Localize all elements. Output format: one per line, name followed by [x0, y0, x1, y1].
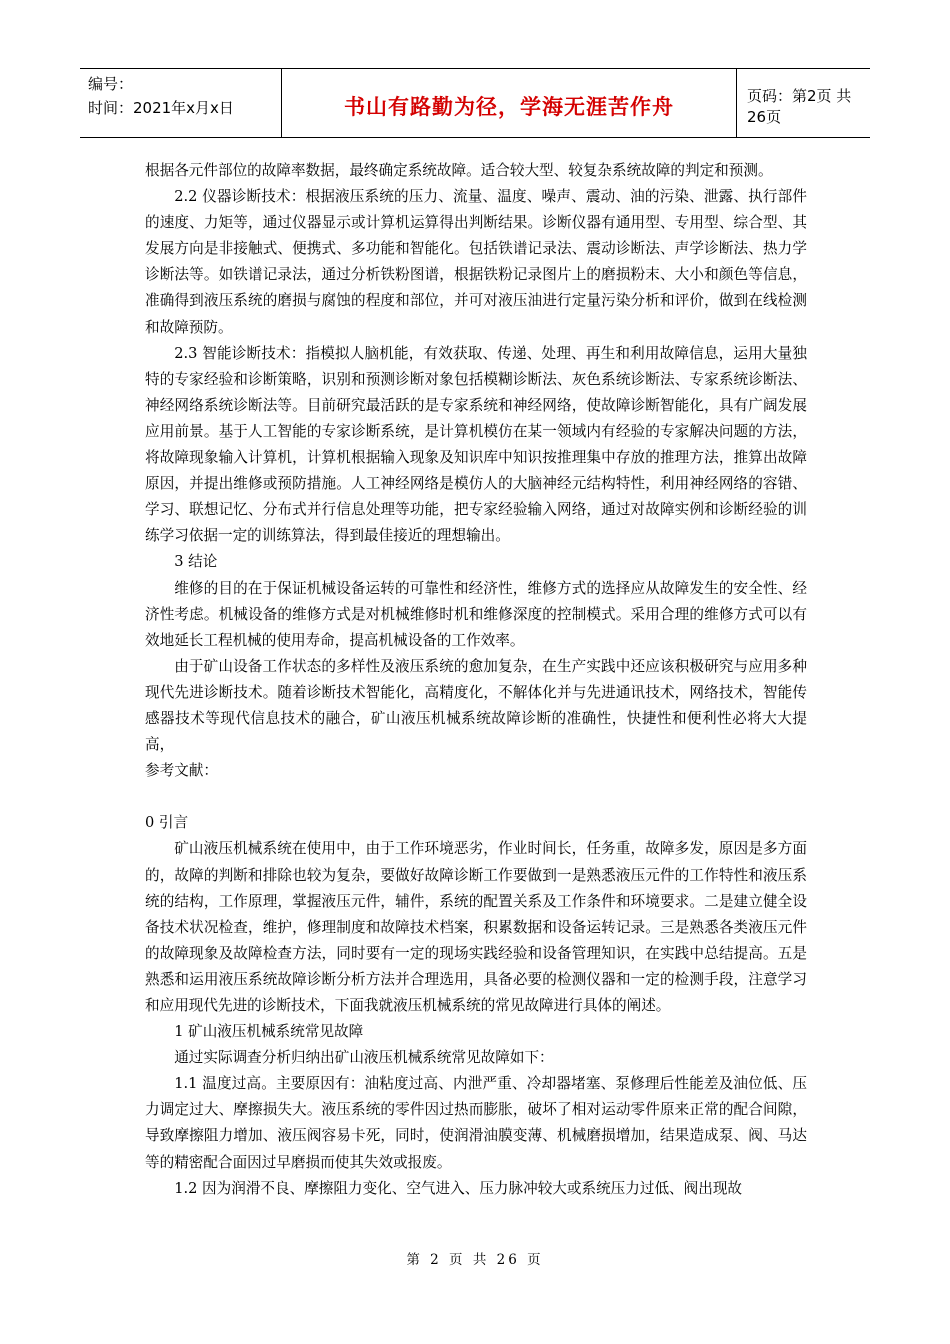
document-date: 时间：2021年x月x日	[88, 99, 234, 117]
heading-introduction: 0 引言	[145, 814, 189, 832]
heading-references: 参考文献：	[145, 762, 218, 780]
document-number-label: 编号：	[88, 75, 134, 93]
document-body	[145, 158, 807, 1202]
page-footer: 第 2 页 共 26 页	[406, 1252, 544, 1268]
header-page-number: 页码：第2页 共26页	[747, 87, 852, 126]
paragraph: 根据各元件部位的故障率数据，最终确定系统故障。适合较大型、较复杂系统故障的判定和预测。	[145, 162, 773, 179]
heading-section-1: 1 矿山液压机械系统常见故障	[174, 1023, 364, 1041]
header-motto: 书山有路勤为径，学海无涯苦作舟	[282, 69, 737, 137]
paragraph-section-2-3: 2.3 智能诊断技术：指模拟人脑机能，有效获取、传递、处理、再生和利用故障信息，运用大量独特的专家经验和诊断策略，识别和预测诊断对象包括模糊诊断法、灰色系统诊断法、专家系统诊断法、神经网络系统诊断法等。目前研究最活跃的是专家系统和神经网络，使故障诊断智能化，具有广阔发展应用前景。基于人工智能的专家诊断系统，是计算机模仿在某一领域内有经验的专家解决问题的方法，将故障现象输入计算机，计算机根据输入现象及知识库中知识按推理集中存放的推理方法，推算出故障原因，并提出维修或预防措施。人工神经网络是模仿人的大脑神经元结构特性，利用神经网络的容错、学习、联想记忆、分布式并行信息处理等功能，把专家经验输入网络，通过对故障实例和诊断经验的训练学习依据一定的训练算法，得到最佳接近的理想输出。	[145, 344, 807, 545]
heading-conclusion: 3 结论	[174, 553, 218, 571]
blank-line	[145, 784, 807, 810]
paragraph: 维修的目的在于保证机械设备运转的可靠性和经济性，维修方式的选择应从故障发生的安全性、经济性考虑。机械设备的维修方式是对机械维修时机和维修深度的控制模式。采用合理的维修方式可以有效地延长工程机械的使用寿命，提高机械设备的工作效率。	[145, 579, 807, 649]
header-meta	[80, 69, 282, 137]
paragraph-section-1-2: 1.2 因为润滑不良、摩擦阻力变化、空气进入、压力脉冲较大或系统压力过低、阀出现故	[174, 1179, 743, 1197]
paragraph: 由于矿山设备工作状态的多样性及液压系统的愈加复杂，在生产实践中还应该积极研究与应用多种现代先进诊断技术。随着诊断技术智能化，高精度化，不解体化并与先进通讯技术，网络技术，智能传感器技术等现代信息技术的融合，矿山液压机械系统故障诊断的准确性，快捷性和便利性必将大大提高，	[145, 657, 807, 754]
page-header	[80, 68, 870, 138]
paragraph-section-1-1: 1.1 温度过高。主要原因有：油粘度过高、内泄严重、冷却器堵塞、泵修理后性能差及油位低、压力调定过大、摩擦损失大。液压系统的零件因过热而膨胀，破坏了相对运动零件原来正常的配合间隙，导致摩擦阻力增加、液压阀容易卡死，同时，使润滑油膜变薄、机械磨损增加，结果造成泵、阀、马达等的精密配合面因过早磨损而使其失效或报废。	[145, 1075, 807, 1171]
paragraph: 矿山液压机械系统在使用中，由于工作环境恶劣，作业时间长，任务重，故障多发，原因是多方面的，故障的判断和排除也较为复杂，要做好故障诊断工作要做到一是熟悉液压元件的工作特性和液压系统的结构，工作原理，掌握液压元件，辅件，系统的配置关系及工作条件和环境要求。二是建立健全设备技术状况检查，维护，修理制度和故障技术档案，积累数据和设备运转记录。三是熟悉各类液压元件的故障现象及故障检查方法，同时要有一定的现场实践经验和设备管理知识，在实践中总结提高。五是熟悉和运用液压系统故障诊断分析方法并合理选用，具备必要的检测仪器和一定的检测手段，注意学习和应用现代先进的诊断技术，下面我就液压机械系统的常见故障进行具体的阐述。	[145, 840, 807, 1014]
paragraph: 通过实际调查分析归纳出矿山液压机械系统常见故障如下：	[174, 1049, 554, 1067]
paragraph-section-2-2: 2.2 仪器诊断技术：根据液压系统的压力、流量、温度、噪声、震动、油的污染、泄露、执行部件的速度、力矩等，通过仪器显示或计算机运算得出判断结果。诊断仪器有通用型、专用型、综合型、其发展方向是非接触式、便携式、多功能和智能化。包括铁谱记录法、震动诊断法、声学诊断法、热力学诊断法等。如铁谱记录法，通过分析铁粉图谱，根据铁粉记录图片上的磨损粉末、大小和颜色等信息，准确得到液压系统的磨损与腐蚀的程度和部位，并可对液压油进行定量污染分析和评价，做到在线检测和故障预防。	[145, 188, 807, 336]
